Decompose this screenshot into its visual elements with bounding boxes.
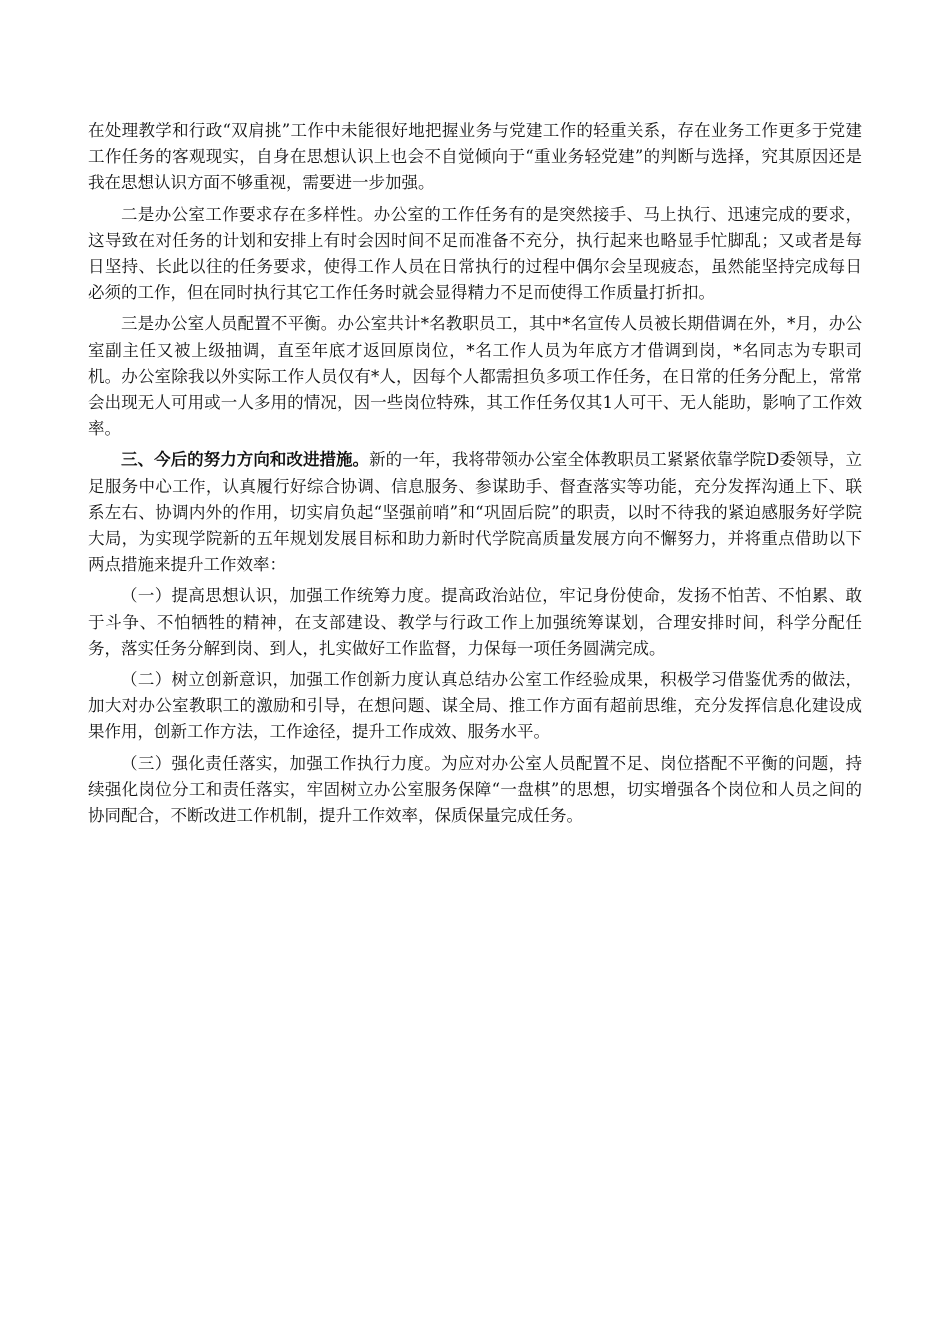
document-page — [88, 118, 862, 834]
paragraph-text: 新的一年，我将带领办公室全体教职员工紧紧依靠学院D委领导，立足服务中心工作，认真履行好综合协调、信息服务、参谋助手、督查落实等功能，充分发挥沟通上下、联系左右、协调内外的作用，切实肩负起“坚强前哨”和“巩固后院”的职责，以时不待我的紧迫感服务好学院大局，为实现学院新的五年规划发展目标和助力新时代学院高质量发展方向不懈努力，并将重点借助以下两点措施来提升工作效率： — [88, 450, 863, 575]
paragraph-text: （二）树立创新意识，加强工作创新力度认真总结办公室工作经验成果，积极学习借鉴优秀的做法，加大对办公室教职工的激励和引导，在想问题、谋全局、推工作方面有超前思维，充分发挥信息化建设成果作用，创新工作方法，工作途径，提升工作成效、服务水平。 — [88, 670, 862, 742]
paragraph-continuation — [88, 118, 862, 197]
paragraph-text: 三是办公室人员配置不平衡。办公室共计*名教职员工，其中*名宣传人员被长期借调在外，*月，办公室副主任又被上级抽调，直至年底才返回原岗位，*名工作人员为年底方才借调到岗，*名同志为专职司机。办公室除我以外实际工作人员仅有*人，因每个人都需担负多项工作任务，在日常的任务分配上，常常会出现无人可用或一人多用的情况，因一些岗位特殊，其工作任务仅其1人可干、无人能助，影响了工作效率。 — [88, 314, 862, 439]
paragraph-text: （三）强化责任落实，加强工作执行力度。为应对办公室人员配置不足、岗位搭配不平衡的问题，持续强化岗位分工和责任落实，牢固树立办公室服务保障“一盘棋”的思想，切实增强各个岗位和人员之间的协同配合，不断改进工作机制，提升工作效率，保质保量完成任务。 — [88, 753, 862, 826]
paragraph-office-diversity — [88, 202, 862, 307]
paragraph-staff-imbalance — [88, 311, 862, 442]
paragraph-measure-2 — [88, 667, 862, 746]
paragraph-text: （一）提高思想认识，加强工作统筹力度。提高政治站位，牢记身份使命，发扬不怕苦、不怕累、敢于斗争、不怕牺牲的精神，在支部建设、教学与行政工作上加强统筹谋划，合理安排时间，科学分配任务，落实任务分解到岗、到人，扎实做好工作监督，力保每一项任务圆满完成。 — [88, 586, 862, 658]
paragraph-future-direction — [88, 447, 862, 578]
paragraph-text: 二是办公室工作要求存在多样性。办公室的工作任务有的是突然接手、马上执行、迅速完成的要求，这导致在对任务的计划和安排上有时会因时间不足而准备不充分，执行起来也略显手忙脚乱；又或者是每日坚持、长此以往的任务要求，使得工作人员在日常执行的过程中偶尔会呈现疲态，虽然能坚持完成每日必须的工作，但在同时执行其它工作任务时就会显得精力不足而使得工作质量打折扣。 — [88, 204, 862, 303]
paragraph-text: 在处理教学和行政“双肩挑”工作中未能很好地把握业务与党建工作的轻重关系，存在业务工作更多于党建工作任务的客观现实，自身在思想认识上也会不自觉倾向于“重业务轻党建”的判断与选择，究其原因还是我在思想认识方面不够重视，需要进一步加强。 — [88, 121, 862, 193]
paragraph-measure-1 — [88, 583, 862, 662]
section-heading: 三、今后的努力方向和改进措施。 — [121, 450, 370, 470]
paragraph-measure-3 — [88, 751, 862, 830]
